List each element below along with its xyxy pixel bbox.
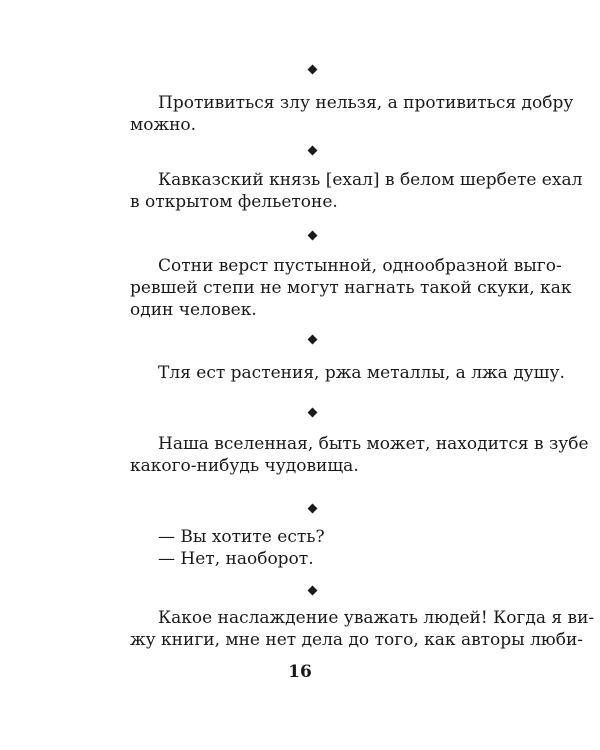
paragraph-line: Тля ест растения, ржа металлы, а лжа душу.	[158, 363, 565, 383]
paragraph-line: Сотни верст пустынной, однообразной выго-	[158, 256, 562, 276]
paragraph-line: один человек.	[130, 300, 257, 320]
paragraph-line: можно.	[130, 115, 197, 135]
paragraph-line: ревшей степи не могут нагнать такой скуки, как	[130, 278, 572, 298]
section-divider-diamond	[307, 146, 317, 156]
section-divider-diamond	[307, 586, 317, 596]
paragraph-line: Какое наслаждение уважать людей! Когда я ви-	[158, 608, 595, 628]
paragraph-line: жу книги, мне нет дела до того, как авторы люби-	[130, 630, 584, 650]
section-divider-diamond	[307, 65, 317, 75]
dialogue-line: — Вы хотите есть?	[158, 527, 325, 547]
section-divider-diamond	[307, 408, 317, 418]
section-divider-diamond	[307, 504, 317, 514]
dialogue-line: — Нет, наоборот.	[158, 549, 314, 569]
page-number: 16	[288, 662, 312, 682]
paragraph-line: какого-нибудь чудовища.	[130, 456, 359, 476]
paragraph-line: Кавказский князь [ехал] в белом шербете ехал	[158, 170, 583, 190]
paragraph-line: Наша вселенная, быть может, находится в зубе	[158, 434, 589, 454]
section-divider-diamond	[307, 231, 317, 241]
section-divider-diamond	[307, 335, 317, 345]
paragraph-line: Противиться злу нельзя, а противиться добру	[158, 93, 574, 113]
paragraph-line: в открытом фельетоне.	[130, 192, 338, 212]
